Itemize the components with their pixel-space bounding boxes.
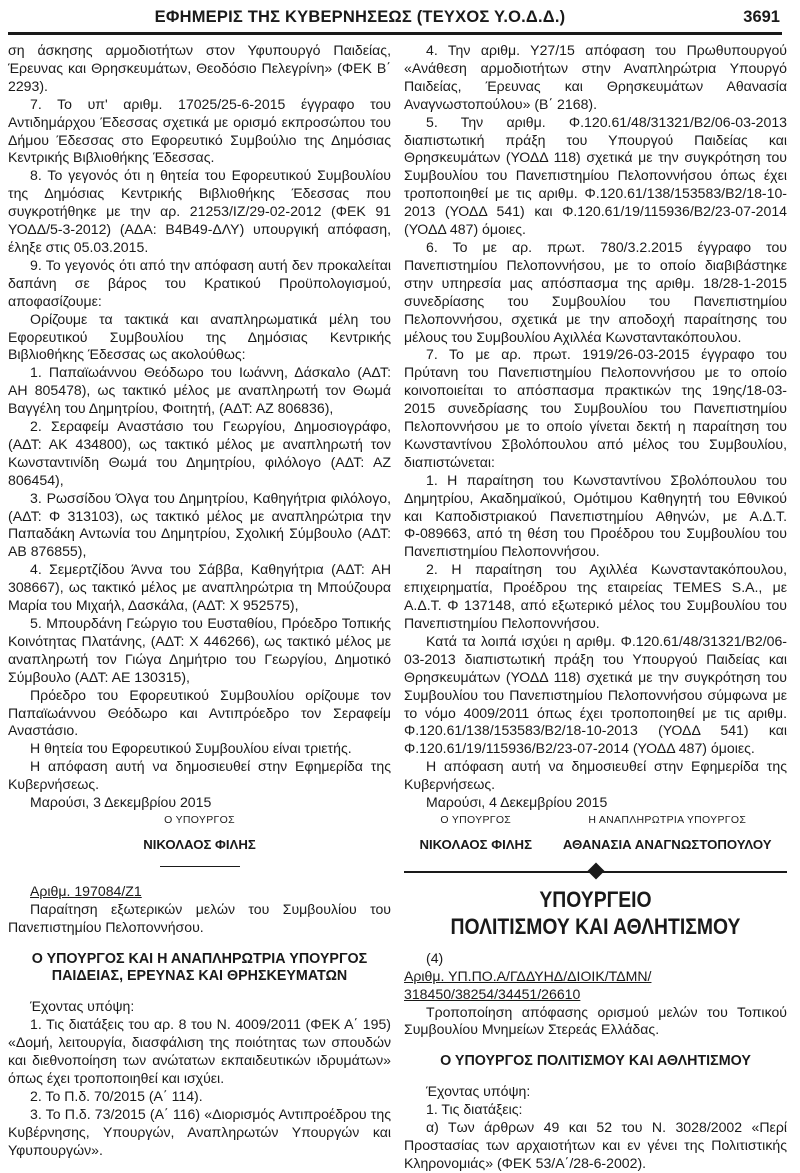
paragraph: 1. Τις διατάξεις: bbox=[426, 1101, 523, 1118]
diamond-divider bbox=[404, 864, 787, 880]
signer-role: Η ΑΝΑΠΛΗΡΩΤΡΙΑ ΥΠΟΥΡΓΟΣ bbox=[588, 813, 747, 826]
paragraph: 7. Το υπ' αριθμ. 17025/25-6-2015 έγγραφο του Αντιδημάρχου Έδεσσας σχετικά με ορισμό εκπροσώπου του Δήμου Έδεσσας στο Εφορευτικό Συμβούλιο της Δημόσιας Κεντρικής Βιβλιοθήκης Έδεσσας. bbox=[8, 95, 391, 166]
signer-name: ΝΙΚΟΛΑΟΣ ΦΙΛΗΣ bbox=[143, 836, 256, 852]
section-heading: Ο ΥΠΟΥΡΓΟΣ ΠΟΛΙΤΙΣΜΟΥ ΚΑΙ ΑΘΛΗΤΙΣΜΟΥ bbox=[440, 1053, 751, 1070]
signature-right bbox=[563, 812, 772, 854]
paragraph: 8. Το γεγονός ότι η θητεία του Εφορευτικού Συμβουλίου της Δημόσιας Κεντρικής Βιβλιοθήκης Έδεσσας που συγκροτήθηκε με την αρ. 21253/ΙΖ/29-02-2012 (ΦΕΚ 91 ΥΟΔΔ/5-3-2012) (ΑΔΑ: Β4Β49-ΔΛΥ) υπουργική απόφαση, έληξε στις 05.03.2015. bbox=[8, 167, 391, 255]
section-heading: Ο ΥΠΟΥΡΓΟΣ ΚΑΙ Η ΑΝΑΠΛΗΡΩΤΡΙΑ ΥΠΟΥΡΓΟΣ ΠΑΙΔΕΙΑΣ, ΕΡΕΥΝΑΣ ΚΑΙ ΘΡΗΣΚΕΥΜΑΤΩΝ bbox=[31, 950, 368, 985]
paragraph: Κατά τα λοιπά ισχύει η αριθμ. Φ.120.61/48/31321/Β2/06-03-2013 διαπιστωτική πράξη του Υπουργού Παιδείας και Θρησκευμάτων (ΥΟΔΔ 118) σχετικά με την συγκρότηση του Συμβουλίου του Πανεπιστημίου Πελοποννήσου σύμφωνα με το νόμο 4009/2011 όπως έχει τροποποιηθεί με τις αριθμ. Φ.120.61/138/153583/Β2/18-10-2013 (ΥΟΔΔ 541) και Φ.120.61/19/115936/Β2/23-07-2014 (ΥΟΔΔ 487) όμοιες. bbox=[404, 632, 787, 757]
paragraph: 7. Το με αρ. πρωτ. 1919/26-03-2015 έγγραφο του Πρύτανη του Πανεπιστημίου Πελοποννήσου με το οποίο κοινοποιείται το απόσπασμα πρακτικών της 19ης/18-03- 2015 συνεδρίασης του Συμβουλίου του Πανεπιστημίου Πελοποννήσου με το οποίο γίνεται δεκτή η παραίτηση του Κωνσταντίνου Σβολόπουλου από μέλος του Συμβουλίου, διαπιστώνεται: bbox=[404, 346, 787, 470]
page-number: 3691 bbox=[743, 8, 780, 26]
paragraph: α) Των άρθρων 49 και 52 του Ν. 3028/2002 «Περί Προστασίας των αρχαιοτήτων και εν γένει της Πολιτιστικής Κληρονομιάς» (ΦΕΚ 53/Α΄/28-6-2002). bbox=[404, 1119, 787, 1171]
paragraph: 2. Η παραίτηση του Αχιλλέα Κωνσταντακόπουλου, επιχειρηματία, Προέδρου της εταιρείας TEMES S.A., με Α.Δ.Τ. Φ 137148, από εξωτερικό μέλος του Συμβουλίου του Πανεπιστημίου Πελοποννήσου. bbox=[404, 561, 787, 631]
paragraph: ση άσκησης αρμοδιοτήτων στον Υφυπουργό Παιδείας, Έρευνας και Θρησκευμάτων, Θεοδόσιο Πελεγρίνη» (ΦΕΚ Β΄ 2293). bbox=[8, 42, 391, 94]
ministry-title bbox=[427, 886, 764, 940]
right-column bbox=[404, 42, 787, 1173]
paragraph: Η θητεία του Εφορευτικού Συμβουλίου είναι τριετής. bbox=[30, 740, 352, 757]
signature-left bbox=[419, 812, 532, 854]
page-header bbox=[8, 6, 782, 35]
signer-role: Ο ΥΠΟΥΡΓΟΣ bbox=[164, 813, 235, 826]
paragraph: Η απόφαση αυτή να δημοσιευθεί στην Εφημερίδα της Κυβερνήσεως. bbox=[8, 758, 391, 793]
signer-name: ΑΘΑΝΑΣΙΑ ΑΝΑΓΝΩΣΤΟΠΟΥΛΟΥ bbox=[562, 836, 772, 852]
paragraph: 4. Την αριθμ. Υ27/15 απόφαση του Πρωθυπουργού «Ανάθεση αρμοδιοτήτων στην Αναπληρώτρια Υπουργό Παιδείας, Έρευνας και Θρησκευμάτων Αθανασία Αναγνωστοπούλου» (Β΄ 2168). bbox=[404, 42, 787, 112]
decision-number-line: Αριθμ. ΥΠ.ΠΟ.Α/ΓΔΔΥΗΔ/ΔΙΟΙΚ/ΤΔΜΝ/ bbox=[404, 967, 652, 984]
paragraph: Ορίζουμε τα τακτικά και αναπληρωματικά μέλη του Εφορευτικού Συμβουλίου της Δημόσιας Κεντρικής Βιβλιοθήκης Έδεσσας ως ακολούθως: bbox=[8, 310, 391, 363]
paragraph: 4. Σεμερτζίδου Άννα του Σάββα, Καθηγήτρια (ΑΔΤ: ΑΗ 308667), ως τακτικό μέλος με αναπληρώτρια τη Μπούζουρα Μαρία του Μιχαήλ, Δασκάλα, (ΑΔΤ: Χ 952575), bbox=[8, 561, 391, 614]
paragraph: 2. Σεραφείμ Αναστάσιο του Γεωργίου, Δημοσιογράφο, (ΑΔΤ: ΑΚ 434800), ως τακτικό μέλος με αναπληρωτή τον Κωνσταντινίδη Θωμά του Δημητρίου, φιλόλογο (ΑΔΤ: ΑΖ 806454), bbox=[8, 418, 391, 488]
item-number: (4) bbox=[426, 949, 444, 966]
paragraph: Έχοντας υπόψη: bbox=[30, 998, 135, 1015]
place-date: Μαρούσι, 3 Δεκεμβρίου 2015 bbox=[30, 794, 212, 811]
paragraph: 1. Παπαϊωάννου Θεόδωρο του Ιωάννη, Δάσκαλο (ΑΔΤ: ΑΗ 805478), ως τακτικό μέλος με αναπληρωτή τον Θωμά Βαγγέλη του Δημητρίου, Φοιτητή, (ΑΔΤ: ΑΖ 806836), bbox=[8, 364, 391, 417]
paragraph: Η απόφαση αυτή να δημοσιευθεί στην Εφημερίδα της Κυβερνήσεως. bbox=[404, 758, 787, 793]
gazette-title: ΕΦΗΜΕΡΙΣ ΤΗΣ ΚΥΒΕΡΝΗΣΕΩΣ (ΤΕΥΧΟΣ Υ.Ο.Δ.Δ.) bbox=[154, 8, 566, 26]
decision-number bbox=[404, 968, 787, 1004]
paragraph: 1. Τις διατάξεις του αρ. 8 του Ν. 4009/2011 (ΦΕΚ Α΄ 195) «Δομή, λειτουργία, διασφάλιση της ποιότητας των σπουδών και διεθνοποίηση των ανώτατων εκπαιδευτικών ιδρυμάτων» όπως έχει τροποποιηθεί και ισχύει. bbox=[8, 1016, 391, 1086]
paragraph: 5. Την αριθμ. Φ.120.61/48/31321/Β2/06-03-2013 διαπιστωτική πράξη του Υπουργού Παιδείας και Θρησκευμάτων (ΥΟΔΔ 118) σχετικά με την συγκρότηση του Συμβουλίου του Πανεπιστημίου Πελοποννήσου όπως έχει τροποποιηθεί με τις αριθμ. Φ.120.61/138/153583/Β2/18-10-2013 (ΥΟΔΔ 541) και Φ.120.61/19/115936/Β2/23-07-2014 (ΥΟΔΔ 487) όμοιες. bbox=[404, 113, 787, 238]
paragraph: 3. Το Π.δ. 73/2015 (Α΄ 116) «Διορισμός Αντιπροέδρου της Κυβέρνησης, Υπουργών, Αναπληρωτών Υπουργών και Υφυπουργών». bbox=[8, 1105, 391, 1158]
signature-block bbox=[404, 812, 787, 854]
place-date: Μαρούσι, 4 Δεκεμβρίου 2015 bbox=[426, 794, 608, 811]
paragraph: Πρόεδρο του Εφορευτικού Συμβουλίου ορίζουμε τον Παπαϊωάννου Θεόδωρο και Αντιπρόεδρο τον Σεραφείμ Αναστάσιο. bbox=[8, 686, 391, 739]
paragraph: 6. Το με αρ. πρωτ. 780/3.2.2015 έγγραφο του Πανεπιστημίου Πελοποννήσου, με το οποίο διαβιβάστηκε στην υπηρεσία μας απόσπασμα της αριθμ. 18/28-1-2015 συνεδρίασης του Συμβουλίου του Πανεπιστημίου Πελοποννήσου, σχετικά με την αποδοχή παραίτησης του μέλους του Συμβουλίου Αχιλλέα Κωνσταντακόπουλου. bbox=[404, 238, 787, 345]
paragraph: 5. Μπουρδάνη Γεώργιο του Ευσταθίου, Πρόεδρο Τοπικής Κοινότητας Πλατάνης, (ΑΔΤ: Χ 446266), ως τακτικό μέλος με αναπληρωτή τον Γιώγα Δημήτριο του Γεωργίου, Δημοτικό Σύμβουλο (ΑΔΤ: ΑΕ 130315), bbox=[8, 615, 391, 685]
paragraph: Έχοντας υπόψη: bbox=[426, 1083, 531, 1100]
diamond-icon bbox=[587, 862, 604, 879]
paragraph: 1. Η παραίτηση του Κωνσταντίνου Σβολόπουλου του Δημητρίου, Ακαδημαϊκού, Ομότιμου Καθηγητή του Εθνικού και Καποδιστριακού Πανεπιστημίου Αθηνών, με Α.Δ.Τ. Φ-089663, από τη θέση του Προέδρου του Συμβουλίου του Πανεπιστημίου Πελοποννήσου. bbox=[404, 471, 787, 560]
paragraph: 3. Ρωσσίδου Όλγα του Δημητρίου, Καθηγήτρια φιλόλογο, (ΑΔΤ: Φ 313103), ως τακτικό μέλος με αναπληρώτρια την Παπαδάκη Αντωνία του Δημητρίου, Σχολική Σύμβουλο (ΑΔΤ: ΑΒ 876855), bbox=[8, 489, 391, 560]
ministry-title-line: ΥΠΟΥΡΓΕΙΟ bbox=[539, 886, 652, 912]
decision-number: Αριθμ. 197084/Ζ1 bbox=[30, 882, 142, 899]
decision-subject: Παραίτηση εξωτερικών μελών του Συμβουλίου του Πανεπιστημίου Πελοποννήσου. bbox=[8, 900, 391, 935]
left-column bbox=[8, 42, 391, 1159]
paragraph: 9. Το γεγονός ότι από την απόφαση αυτή δεν προκαλείται δαπάνη σε βάρος του Κρατικού Προϋπολογισμού, αποφασίζουμε: bbox=[8, 256, 391, 309]
ministry-title-line: ΠΟΛΙΤΙΣΜΟΥ ΚΑΙ ΑΘΛΗΤΙΣΜΟΥ bbox=[450, 913, 741, 939]
decision-number-line: 318450/38254/34451/26610 bbox=[404, 985, 581, 1002]
decision-subject: Τροποποίηση απόφασης ορισμού μελών του Τοπικού Συμβουλίου Μνημείων Στερεάς Ελλάδας. bbox=[404, 1003, 787, 1038]
separator-line bbox=[160, 866, 240, 867]
signer-role: Ο ΥΠΟΥΡΓΟΣ bbox=[440, 813, 512, 826]
paragraph: 2. Το Π.δ. 70/2015 (Α΄ 114). bbox=[30, 1087, 203, 1104]
signer-name: ΝΙΚΟΛΑΟΣ ΦΙΛΗΣ bbox=[419, 836, 532, 852]
